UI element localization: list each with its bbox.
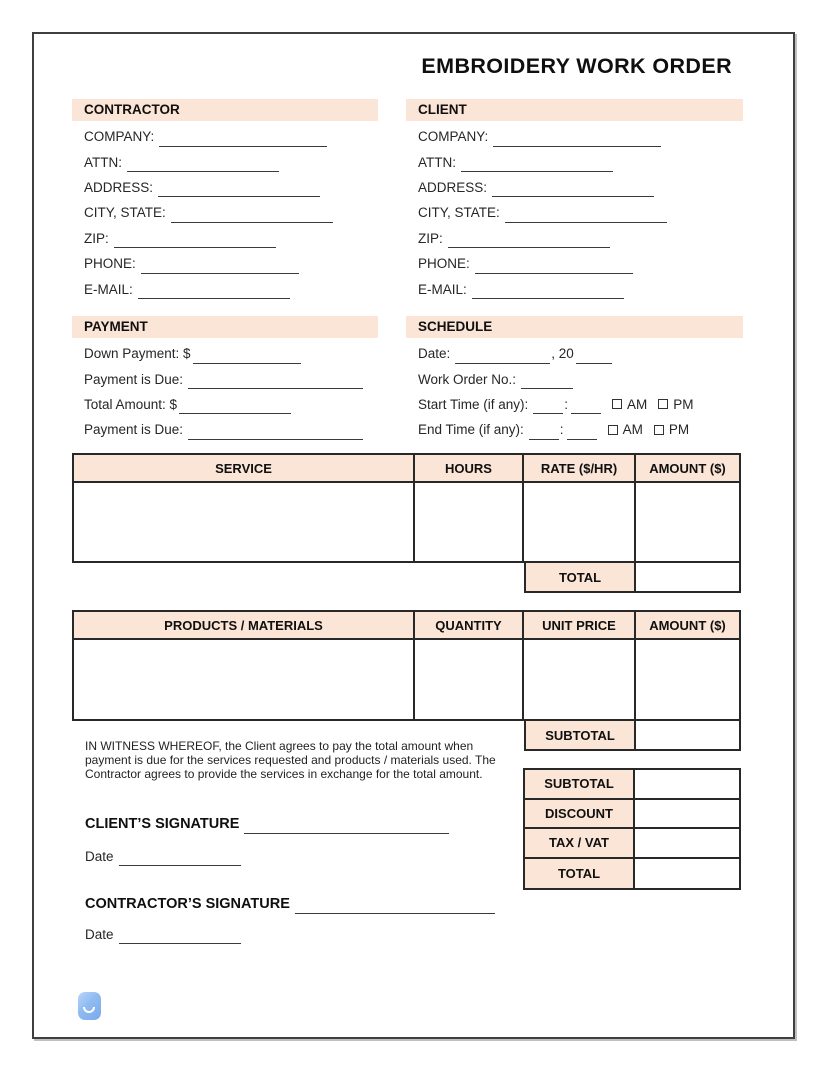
payment-down-payment-blank[interactable] xyxy=(193,350,301,364)
contractor-company-label: COMPANY: xyxy=(84,129,155,145)
start-time-separator: : xyxy=(564,396,569,412)
client-zip-label: ZIP: xyxy=(418,230,443,246)
service-entry-cell[interactable] xyxy=(74,483,415,561)
client-signature-blank[interactable] xyxy=(244,820,449,834)
schedule-fields xyxy=(418,341,694,443)
payment-due-row-2 xyxy=(84,417,363,442)
service-total-value-cell[interactable] xyxy=(636,563,739,591)
contractor-attn-label: ATTN: xyxy=(84,154,122,170)
client-city-state-row xyxy=(418,200,667,225)
contractor-date-row xyxy=(85,925,241,943)
client-phone-blank[interactable] xyxy=(475,260,633,274)
schedule-year-prefix: , 20 xyxy=(551,346,574,362)
service-total-strip xyxy=(524,561,741,593)
start-minute-blank[interactable] xyxy=(571,400,601,414)
service-total-label: TOTAL xyxy=(526,563,636,591)
client-address-row xyxy=(418,175,667,200)
schedule-work-order-row xyxy=(418,366,694,391)
start-hour-blank[interactable] xyxy=(533,400,563,414)
contractor-company-blank[interactable] xyxy=(159,133,327,147)
end-am-checkbox[interactable] xyxy=(608,425,618,435)
client-address-label: ADDRESS: xyxy=(418,179,488,195)
contractor-zip-blank[interactable] xyxy=(114,234,276,248)
hours-entry-cell[interactable] xyxy=(415,483,524,561)
contractor-email-label: E-MAIL: xyxy=(84,281,133,297)
schedule-end-time-label: End Time (if any): xyxy=(418,422,524,438)
payment-total-amount-label: Total Amount: $ xyxy=(84,396,178,412)
client-date-row xyxy=(85,847,241,865)
contractor-phone-blank[interactable] xyxy=(141,260,299,274)
logo-smile-glyph xyxy=(83,1007,95,1013)
products-amount-entry-cell[interactable] xyxy=(636,640,739,719)
contractor-date-label: Date xyxy=(85,926,114,942)
schedule-start-time-label: Start Time (if any): xyxy=(418,396,529,412)
schedule-section-header: SCHEDULE xyxy=(406,316,743,338)
schedule-start-time-row xyxy=(418,392,694,417)
products-subtotal-label: SUBTOTAL xyxy=(526,721,636,749)
products-entry-cell[interactable] xyxy=(74,640,415,719)
schedule-end-time-row xyxy=(418,417,694,442)
summary-discount-label: DISCOUNT xyxy=(525,800,635,828)
client-attn-label: ATTN: xyxy=(418,154,456,170)
contractor-zip-row xyxy=(84,226,333,251)
unit-price-column-header: UNIT PRICE xyxy=(524,612,636,638)
client-city-state-blank[interactable] xyxy=(505,209,667,223)
client-date-label: Date xyxy=(85,848,114,864)
products-table-header-row xyxy=(74,612,739,640)
payment-section-header: PAYMENT xyxy=(72,316,378,338)
payment-down-payment-label: Down Payment: $ xyxy=(84,346,191,362)
summary-discount-row xyxy=(525,800,739,830)
payment-due-blank-2[interactable] xyxy=(188,426,363,440)
client-fields xyxy=(418,124,667,302)
client-company-blank[interactable] xyxy=(493,133,661,147)
schedule-date-blank[interactable] xyxy=(455,350,550,364)
hours-column-header: HOURS xyxy=(415,455,524,481)
payment-total-amount-row xyxy=(84,392,363,417)
contractor-section-header: CONTRACTOR xyxy=(72,99,378,121)
contractor-signature-blank[interactable] xyxy=(295,900,495,914)
end-minute-blank[interactable] xyxy=(567,426,597,440)
client-company-label: COMPANY: xyxy=(418,129,489,145)
contractor-attn-row xyxy=(84,149,333,174)
service-amount-entry-cell[interactable] xyxy=(636,483,739,561)
schedule-year-blank[interactable] xyxy=(576,350,612,364)
products-amount-column-header: AMOUNT ($) xyxy=(636,612,739,638)
unit-price-entry-cell[interactable] xyxy=(524,640,636,719)
end-pm-label: PM xyxy=(668,422,690,438)
totals-summary-table xyxy=(523,768,741,890)
contractor-signature-row xyxy=(85,894,495,914)
products-table xyxy=(72,610,741,721)
client-phone-row xyxy=(418,251,667,276)
contractor-email-row xyxy=(84,276,333,301)
client-signature-label: CLIENT’S SIGNATURE xyxy=(85,816,240,832)
client-email-blank[interactable] xyxy=(472,285,624,299)
service-column-header: SERVICE xyxy=(74,455,415,481)
summary-total-row xyxy=(525,859,739,889)
witness-clause-text: IN WITNESS WHEREOF, the Client agrees to pay the total amount when payment is due for the services requested and products / materials used. The Contractor agrees to provide the services in exchange for the total amount. xyxy=(85,739,496,781)
contractor-attn-blank[interactable] xyxy=(127,158,279,172)
summary-subtotal-row xyxy=(525,770,739,800)
client-section-header: CLIENT xyxy=(406,99,743,121)
contractor-signature-label: CONTRACTOR’S SIGNATURE xyxy=(85,896,290,912)
service-table-header-row xyxy=(74,455,739,483)
client-phone-label: PHONE: xyxy=(418,256,470,272)
contractor-company-row xyxy=(84,124,333,149)
contractor-city-state-blank[interactable] xyxy=(171,209,333,223)
start-am-checkbox[interactable] xyxy=(612,399,622,409)
contractor-phone-row xyxy=(84,251,333,276)
client-address-blank[interactable] xyxy=(492,183,654,197)
end-pm-checkbox[interactable] xyxy=(654,425,664,435)
payment-down-payment-row xyxy=(84,341,363,366)
client-signature-row xyxy=(85,814,449,834)
contractor-date-blank[interactable] xyxy=(119,930,241,944)
client-city-state-label: CITY, STATE: xyxy=(418,205,500,221)
service-amount-column-header: AMOUNT ($) xyxy=(636,455,739,481)
start-pm-label: PM xyxy=(673,396,694,412)
rate-column-header: RATE ($/HR) xyxy=(524,455,636,481)
quantity-column-header: QUANTITY xyxy=(415,612,524,638)
start-pm-checkbox[interactable] xyxy=(658,399,668,409)
end-am-label: AM xyxy=(622,422,643,438)
summary-discount-value-cell[interactable] xyxy=(635,800,739,828)
summary-total-value-cell[interactable] xyxy=(635,859,739,889)
client-zip-blank[interactable] xyxy=(448,234,610,248)
summary-tax-vat-row xyxy=(525,829,739,859)
app-logo-icon xyxy=(78,992,101,1020)
quantity-entry-cell[interactable] xyxy=(415,640,524,719)
payment-total-amount-blank[interactable] xyxy=(179,400,291,414)
schedule-date-row xyxy=(418,341,694,366)
client-email-label: E-MAIL: xyxy=(418,281,467,297)
contractor-phone-label: PHONE: xyxy=(84,256,136,272)
contractor-zip-label: ZIP: xyxy=(84,230,109,246)
end-hour-blank[interactable] xyxy=(529,426,559,440)
contractor-address-row xyxy=(84,175,333,200)
rate-entry-cell[interactable] xyxy=(524,483,636,561)
client-email-row xyxy=(418,276,667,301)
page-title: EMBROIDERY WORK ORDER xyxy=(421,54,732,78)
service-table-body-row xyxy=(74,483,739,561)
client-company-row xyxy=(418,124,667,149)
client-attn-row xyxy=(418,149,667,174)
products-subtotal-strip xyxy=(524,719,741,751)
summary-tax-vat-value-cell[interactable] xyxy=(635,829,739,857)
summary-subtotal-label: SUBTOTAL xyxy=(525,770,635,798)
end-time-separator: : xyxy=(559,422,564,438)
summary-total-label: TOTAL xyxy=(525,859,635,889)
client-attn-blank[interactable] xyxy=(461,158,613,172)
contractor-fields xyxy=(84,124,333,302)
schedule-work-order-label: Work Order No.: xyxy=(418,371,517,387)
contractor-address-label: ADDRESS: xyxy=(84,179,154,195)
payment-fields xyxy=(84,341,363,443)
payment-due-label-1: Payment is Due: xyxy=(84,371,184,387)
start-am-label: AM xyxy=(627,396,648,412)
schedule-date-label: Date: xyxy=(418,346,451,362)
client-date-blank[interactable] xyxy=(119,852,241,866)
products-subtotal-value-cell[interactable] xyxy=(636,721,739,749)
products-column-header: PRODUCTS / MATERIALS xyxy=(74,612,415,638)
contractor-email-blank[interactable] xyxy=(138,285,290,299)
summary-tax-vat-label: TAX / VAT xyxy=(525,829,635,857)
payment-due-row-1 xyxy=(84,366,363,391)
schedule-work-order-blank[interactable] xyxy=(521,375,573,389)
client-zip-row xyxy=(418,226,667,251)
contractor-city-state-row xyxy=(84,200,333,225)
contractor-address-blank[interactable] xyxy=(158,183,320,197)
payment-due-label-2: Payment is Due: xyxy=(84,422,184,438)
summary-subtotal-value-cell[interactable] xyxy=(635,770,739,798)
service-table xyxy=(72,453,741,563)
payment-due-blank-1[interactable] xyxy=(188,375,363,389)
contractor-city-state-label: CITY, STATE: xyxy=(84,205,166,221)
products-table-body-row xyxy=(74,640,739,719)
